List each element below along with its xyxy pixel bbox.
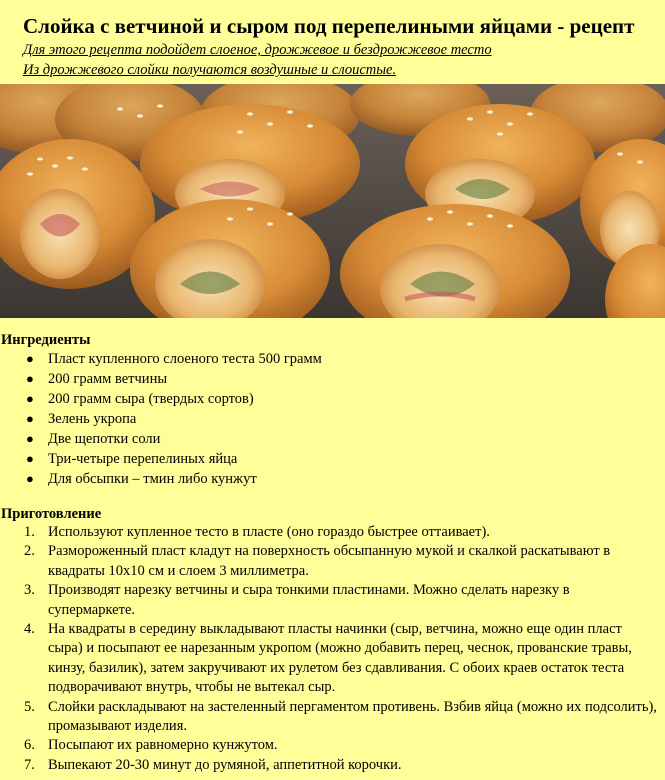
list-item: [0, 581, 665, 620]
ingredients-list: [0, 349, 665, 489]
list-item: [0, 523, 665, 542]
list-item: [0, 409, 665, 429]
step-text: Используют купленное тесто в пласте (оно гораздо быстрее оттаивает).: [48, 524, 490, 540]
ingredient-text: Пласт купленного слоеного теста 500 грамм: [48, 351, 322, 367]
list-item: [0, 736, 665, 755]
preparation-heading: Приготовление: [1, 506, 102, 522]
list-item: [0, 756, 665, 775]
subtitle-link-2[interactable]: Из дрожжевого слойки получаются воздушные и слоистые.: [23, 62, 397, 78]
list-item: [0, 369, 665, 389]
step-number: 5.: [24, 698, 35, 715]
bullet-icon: ●: [26, 391, 34, 406]
ingredient-text: 200 грамм ветчины: [48, 371, 168, 387]
recipe-photo: [0, 84, 665, 318]
step-text: Размороженный пласт кладут на поверхность обсыпанную мукой и скалкой раскатывают в квадраты 10х10 см и слоем 3 миллиметра.: [48, 543, 611, 579]
recipe-header: [0, 0, 665, 80]
list-item: [0, 469, 665, 489]
preparation-steps: [0, 523, 665, 775]
step-text: Выпекают 20-30 минут до румяной, аппетитной корочки.: [48, 756, 402, 773]
step-text: На квадраты в середину выкладывают пласты начинки (сыр, ветчина, можно еще один пласт сыра) и посыпают ее нарезанным укропом (можно добавить перец, чеснок, прованские травы, кинзу, базилик), затем закручивают их рулетом без сдавливания. С обоих краев остаток теста подворачивают внутрь, чтобы не вытекал сыр.: [48, 621, 632, 696]
ingredient-text: Зелень укропа: [48, 411, 137, 427]
subtitle-link-1[interactable]: Для этого рецепта подойдет слоеное, дрожжевое и бездрожжевое тесто: [23, 42, 492, 58]
list-item: [0, 698, 665, 737]
step-number: 4.: [24, 621, 35, 638]
step-text: Слойки раскладывают на застеленный пергаментом противень. Взбив яйца (можно их подсолить), промазывают изделия.: [48, 698, 657, 735]
pastry-rolls-image: [0, 84, 665, 318]
step-number: 1.: [24, 524, 35, 540]
page-title: Слойка с ветчиной и сыром под перепелиными яйцами - рецепт: [23, 14, 635, 38]
ingredient-text: 200 грамм сыра (твердых сортов): [48, 391, 254, 407]
step-text: Посыпают их равномерно кунжутом.: [48, 737, 278, 754]
bullet-icon: ●: [26, 451, 34, 466]
ingredient-text: Две щепотки соли: [48, 431, 161, 447]
list-item: [0, 449, 665, 469]
ingredient-text: Для обсыпки – тмин либо кунжут: [48, 471, 257, 487]
step-number: 2.: [24, 543, 35, 560]
ingredients-heading: Ингредиенты: [1, 332, 91, 348]
list-item: [0, 389, 665, 409]
bullet-icon: ●: [26, 471, 34, 486]
bullet-icon: ●: [26, 371, 34, 386]
step-text: Производят нарезку ветчины и сыра тонкими пластинами. Можно сделать нарезку в супермаркете.: [48, 582, 570, 618]
list-item: [0, 429, 665, 449]
step-number: 6.: [24, 737, 35, 754]
bullet-icon: ●: [26, 431, 34, 446]
bullet-icon: ●: [26, 351, 34, 366]
bullet-icon: ●: [26, 411, 34, 426]
step-number: 7.: [24, 756, 35, 773]
list-item: [0, 542, 665, 581]
preparation-section: [0, 505, 665, 775]
ingredients-section: [0, 331, 665, 489]
ingredient-text: Три-четыре перепелиных яйца: [48, 451, 238, 467]
step-number: 3.: [24, 582, 35, 599]
list-item: [0, 349, 665, 369]
list-item: [0, 620, 665, 698]
